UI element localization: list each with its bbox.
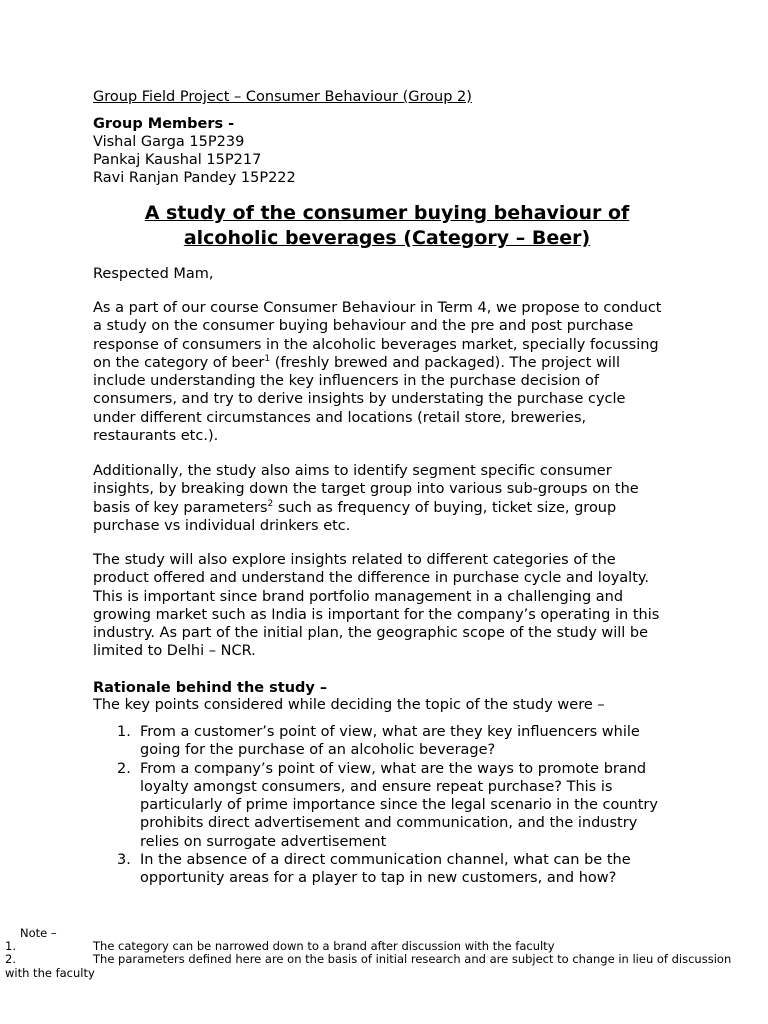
salutation: Respected Mam, [93,266,214,282]
list-text: In the absence of a direct communication channel, what can be the opportunity areas for a player to tap in new customers, and how? [140,852,631,887]
document-title [93,201,681,251]
member-name: Ravi Ranjan Pandey 15P222 [93,170,296,186]
footnote-text: The category can be narrowed down to a brand after discussion with the faculty [93,939,555,953]
list-number: 1. [117,724,131,740]
rationale-intro: The key points considered while deciding the topic of the study were – [93,697,605,713]
title-line: A study of the consumer buying behaviour of [144,202,630,224]
footnote-number: 2. [5,952,16,966]
member-name: Pankaj Kaushal 15P217 [93,152,262,168]
list-text: From a company’s point of view, what are the ways to promote brand loyalty amongst consumers, and ensure repeat purchase? This is particularly of prime importance since the legal scenario in the country prohibits direct advertisement and communication, and the industry relies on surrogate advertisement [140,760,658,850]
footnote-item [5,953,745,980]
paragraph-text: (freshly brewed and packaged). The project will include understanding the key influencers in the purchase decision of consumers, and try to derive insights by understating the purchase cycle under different circumstances and locations (retail store, breweries, restaurants etc.). [93,354,626,445]
rationale-heading: Rationale behind the study – [93,680,328,696]
list-item [93,723,673,760]
list-number: 3. [117,852,131,869]
title-line: alcoholic beverages (Category – Beer) [183,227,591,249]
paragraph-text: As a part of our course Consumer Behaviour in Term 4, we propose to conduct a study on the consumer buying behaviour and the pre and post purchase response of consumers in the alcoholic beverages market, specially focussing on the category of beer [93,300,662,371]
paragraph-intro [93,299,668,445]
paragraph-categories: The study will also explore insights related to different categories of the product offered and understand the difference in purchase cycle and loyalty. This is important since brand portfolio management in a challenging and growing market such as India is important for the company’s operating in this industry. As part of the initial plan, the geographic scope of the study will be limited to Delhi – NCR. [93,552,660,660]
footnote-ref: 2 [267,498,274,509]
list-text: From a customer’s point of view, what are they key influencers while going for the purchase of an alcoholic beverage? [140,724,640,759]
footnote-text: The parameters defined here are on the basis of initial research and are subject to change in lieu of discussion with the faculty [5,952,732,980]
list-item [93,760,673,851]
list-number: 2. [117,760,131,777]
footnote-ref: 1 [264,354,271,365]
members-list [93,133,296,187]
members-heading: Group Members - [93,116,235,132]
list-item [93,851,673,888]
project-header: Group Field Project – Consumer Behaviour (Group 2) [93,89,472,105]
footnote-number: 1. [5,939,16,953]
member-name: Vishal Garga 15P239 [93,134,245,150]
rationale-list [93,723,673,888]
paragraph-segments [93,462,668,535]
paragraph-text: Additionally, the study also aims to identify segment specific consumer insights, by breaking down the target group into various sub-groups on the basis of key parameters [93,463,639,516]
paragraph-text: such as frequency of buying, ticket size, group purchase vs individual drinkers etc. [93,499,617,534]
note-heading: Note – [20,926,57,940]
